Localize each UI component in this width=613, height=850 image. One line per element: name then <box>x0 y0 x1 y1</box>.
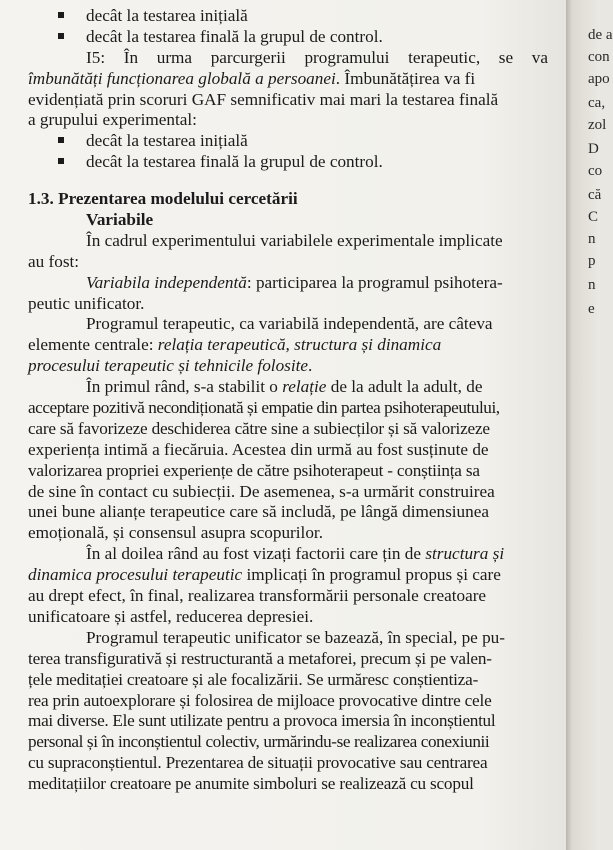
hypothesis-i5-line: a grupului experimental: <box>28 110 197 130</box>
edge-fragment: n <box>588 231 596 247</box>
bullet-item: decât la testarea inițială <box>28 131 548 152</box>
paragraph-line: Programul terapeutic unificator se bazează, în special, pe pu- <box>86 627 505 647</box>
paragraph-line: rea prin autoexplorare și folosirea de mijloace provocative dintre cele <box>28 690 492 710</box>
paragraph-line: În primul rând, s-a stabilit o relație de la adult la adult, de <box>86 377 483 397</box>
hypothesis-i5-line: I5: În urma parcurgerii programului terapeutic, se va <box>86 47 548 67</box>
paragraph-line: mai diverse. Ele sunt utilizate pentru a provoca imersia în inconștientul <box>28 711 496 731</box>
edge-fragment: co <box>588 163 603 179</box>
paragraph-line: emoțională, și consensul asupra scopurilor. <box>28 523 323 543</box>
paragraph-line: unei bune alianțe terapeutice care să includă, pe lângă dimensiunea <box>28 502 489 522</box>
paragraph-line: țele meditației creatoare și ale focalizării. Se urmăresc conștientiza- <box>28 669 479 689</box>
paragraph-line: care să favorizeze deschiderea către sine a subiecților și să valorizeze <box>28 418 490 438</box>
edge-fragment: zol <box>588 117 607 133</box>
page-text <box>28 6 548 795</box>
bullet-item: decât la testarea finală la grupul de control. <box>28 27 548 48</box>
paragraph-line: procesului terapeutic și tehnicile folosite. <box>28 356 313 376</box>
paragraph-line: au fost: <box>28 251 80 271</box>
edge-fragment: n <box>588 277 596 293</box>
paragraph-line: personal și în inconștientul colectiv, urmărindu-se realizarea conexiunii <box>28 732 490 752</box>
paragraph-line: Variabila independentă: participarea la programul psihotera- <box>86 272 503 292</box>
subsection-title: Variabile <box>86 210 154 230</box>
paragraph-line: peutic unificator. <box>28 293 145 313</box>
paragraph-line: acceptare pozitivă necondiționată și empatie din partea psihoterapeutului, <box>28 398 500 418</box>
edge-fragment: e <box>588 301 595 317</box>
paragraph-line: elemente centrale: relația terapeutică, structura și dinamica <box>28 335 442 355</box>
paragraph-line: Programul terapeutic, ca variabilă independentă, are câteva <box>86 314 493 334</box>
adjacent-page-edge <box>566 0 613 850</box>
paragraph-line: unificatoare și astfel, reducerea depresiei. <box>28 606 314 626</box>
section-title: 1.3. Prezentarea modelului cercetării <box>28 189 298 209</box>
paragraph-line: În al doilea rând au fost vizați factorii care țin de structura și <box>86 544 505 564</box>
edge-fragment: de a <box>588 27 613 43</box>
paragraph-line: terea transfigurativă și restructurantă a metaforei, precum și pe valen- <box>28 648 492 668</box>
paragraph-line: au drept efect, în final, realizarea transformării personale creatoare <box>28 586 487 606</box>
hypothesis-i5-line: îmbunătăți funcționarea globală a persoanei. Îmbunătățirea va fi <box>28 68 476 88</box>
bullet-item: decât la testarea inițială <box>28 6 548 27</box>
edge-fragment: ca, <box>588 95 606 111</box>
edge-fragment: p <box>588 253 596 269</box>
hypothesis-i5-line: evidențiată prin scoruri GAF semnificativ mai mari la testarea finală <box>28 89 499 109</box>
paragraph-line: valorizarea propriei experiențe de către psihoterapeut - conștiința sa <box>28 460 480 480</box>
paragraph-line: experiența intimă a fiecăruia. Acestea din urmă au fost susținute de <box>28 439 489 459</box>
edge-fragment: C <box>588 209 599 225</box>
edge-fragment: D <box>588 141 599 157</box>
edge-fragment: că <box>588 187 602 203</box>
paragraph-line: cu supraconștientul. Prezentarea de situații provocative sau centrarea <box>28 753 488 773</box>
bullet-item: decât la testarea finală la grupul de control. <box>28 152 548 173</box>
paragraph-line: de sine în contact cu subiecții. De asemenea, s-a urmărit construirea <box>28 481 495 501</box>
paragraph-line: dinamica procesului terapeutic implicați în programul propus și care <box>28 565 501 585</box>
paragraph-line: meditațiilor creatoare pe anumite simboluri se realizează cu scopul <box>28 774 474 794</box>
paragraph-line: În cadrul experimentului variabilele experimentale implicate <box>86 230 503 250</box>
edge-fragment: apo <box>588 71 610 87</box>
edge-fragment: con <box>588 49 610 65</box>
